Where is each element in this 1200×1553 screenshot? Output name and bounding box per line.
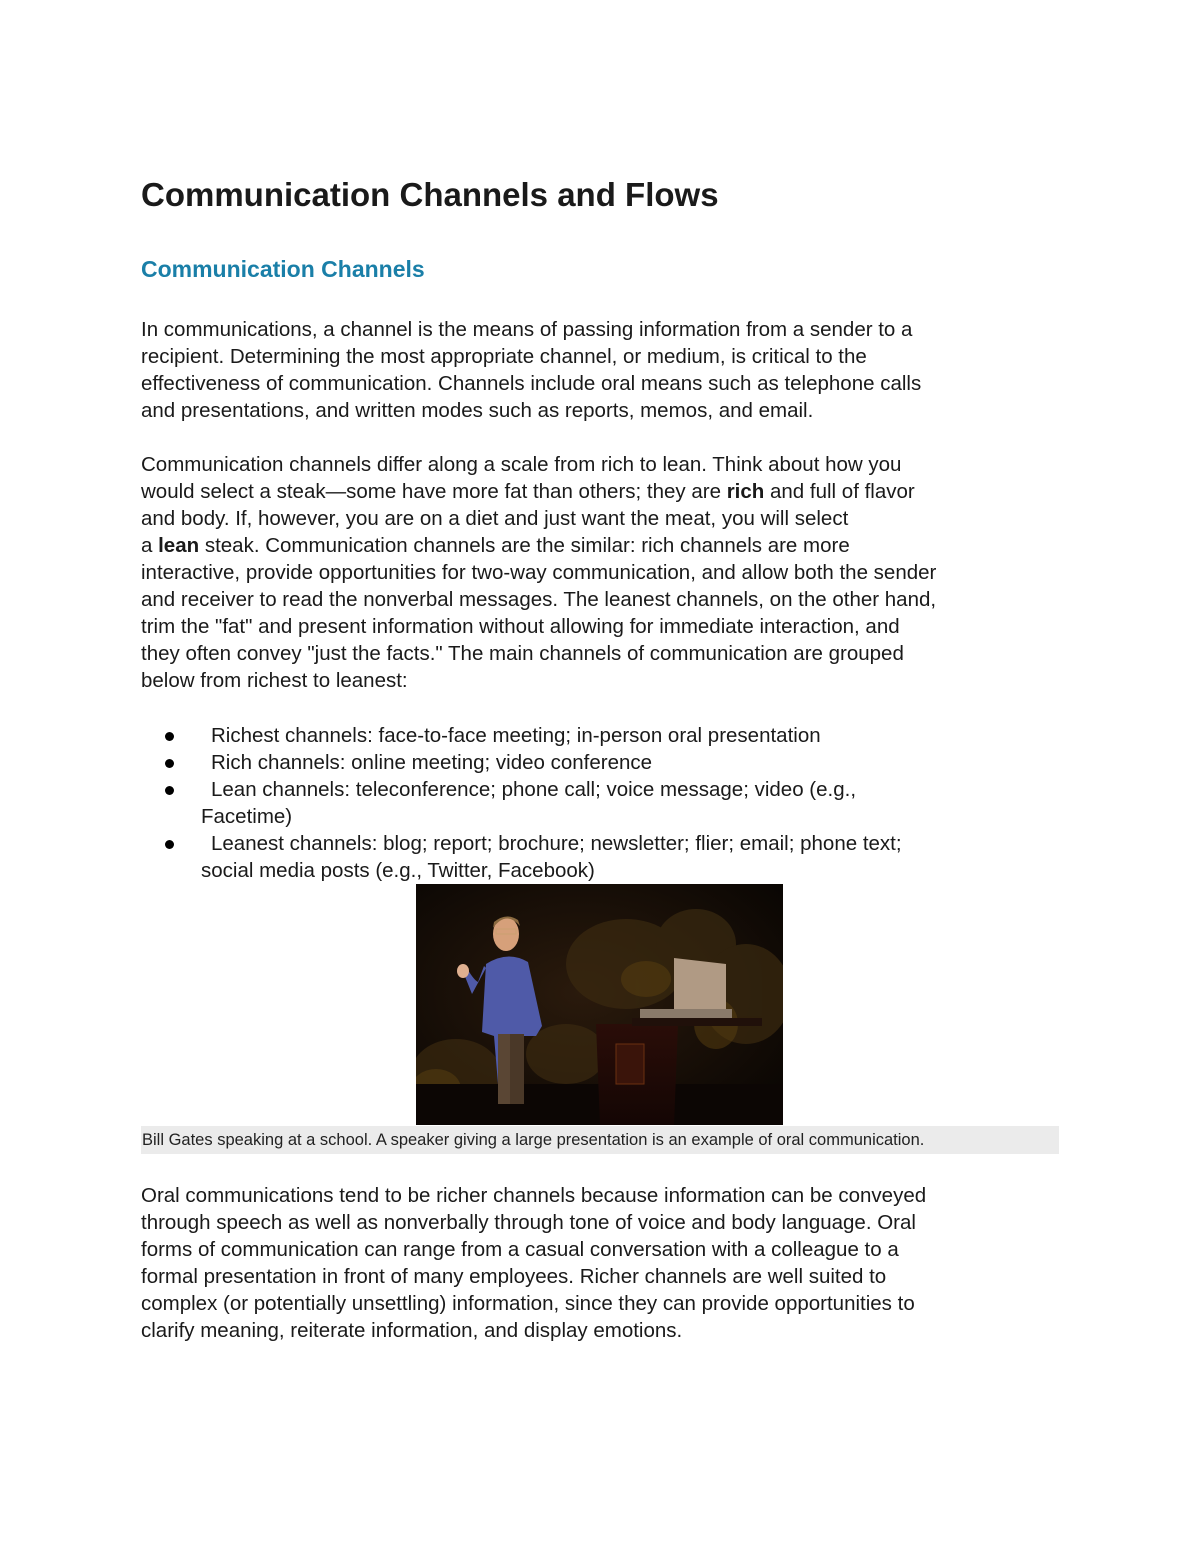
- bullet-icon: [165, 786, 174, 795]
- paragraph-line: Communication channels differ along a scale from rich to lean. Think about how you: [141, 453, 902, 476]
- list-item-text-continued: social media posts (e.g., Twitter, Facebook): [201, 859, 595, 882]
- paragraph-line: [141, 532, 936, 559]
- list-item-text: Leanest channels: blog; report; brochure; newsletter; flier; email; phone text;: [211, 832, 902, 855]
- list-item-text: Richest channels: face-to-face meeting; in-person oral presentation: [211, 724, 821, 747]
- paragraph-line: effectiveness of communication. Channels include oral means such as telephone calls: [141, 372, 922, 395]
- paragraph-line: and presentations, and written modes such as reports, memos, and email.: [141, 399, 814, 422]
- paragraph-line: recipient. Determining the most appropriate channel, or medium, is critical to the: [141, 345, 867, 368]
- paragraph-line: In communications, a channel is the means of passing information from a sender to a: [141, 318, 913, 341]
- paragraph-line: formal presentation in front of many employees. Richer channels are well suited to: [141, 1265, 887, 1288]
- paragraph-line: [141, 478, 936, 505]
- list-item-text-continued: Facetime): [201, 805, 293, 828]
- paragraph-line: through speech as well as nonverbally through tone of voice and body language. Oral: [141, 1211, 916, 1234]
- bold-term-lean: lean: [158, 534, 200, 557]
- list-item-text: Rich channels: online meeting; video conference: [211, 751, 653, 774]
- oral-communication-paragraph: [141, 1182, 926, 1344]
- bullet-icon: [165, 759, 174, 768]
- paragraph-line: they often convey "just the facts." The main channels of communication are grouped: [141, 642, 904, 665]
- list-item: [141, 830, 902, 884]
- paragraph-line: Oral communications tend to be richer channels because information can be conveyed: [141, 1184, 927, 1207]
- page-title: Communication Channels and Flows: [141, 176, 719, 213]
- list-item: [141, 749, 902, 776]
- list-item-text: Lean channels: teleconference; phone call; voice message; video (e.g.,: [211, 778, 857, 801]
- text-run: a: [141, 534, 159, 557]
- paragraph-line: trim the "fat" and present information without allowing for immediate interaction, and: [141, 615, 900, 638]
- speaker-photo-illustration: [416, 884, 783, 1125]
- section-heading: Communication Channels: [141, 256, 425, 282]
- paragraph-line: interactive, provide opportunities for two-way communication, and allow both the sender: [141, 561, 937, 584]
- list-item: [141, 722, 902, 749]
- paragraph-line: forms of communication can range from a casual conversation with a colleague to a: [141, 1238, 899, 1261]
- paragraph-line: and body. If, however, you are on a diet and just want the meat, you will select: [141, 507, 849, 530]
- paragraph-line: below from richest to leanest:: [141, 669, 408, 692]
- paragraph-line: and receiver to read the nonverbal messages. The leanest channels, on the other hand,: [141, 588, 937, 611]
- paragraph-line: clarify meaning, reiterate information, and display emotions.: [141, 1319, 683, 1342]
- paragraph-line: complex (or potentially unsettling) information, since they can provide opportunities to: [141, 1292, 915, 1315]
- bullet-icon: [165, 840, 174, 849]
- text-run: and full of flavor: [764, 480, 915, 503]
- bullet-icon: [165, 732, 174, 741]
- speaker-photo: [416, 884, 783, 1125]
- text-run: steak. Communication channels are the similar: rich channels are more: [199, 534, 850, 557]
- text-run: would select a steak—some have more fat than others; they are: [141, 480, 727, 503]
- bold-term-rich: rich: [726, 480, 765, 503]
- photo-caption-text: Bill Gates speaking at a school. A speaker giving a large presentation is an example of oral communication.: [142, 1131, 925, 1149]
- rich-lean-paragraph: [141, 451, 936, 694]
- intro-paragraph: [141, 316, 921, 424]
- photo-caption: [141, 1126, 1059, 1154]
- list-item: [141, 776, 902, 830]
- channel-list: [141, 722, 902, 884]
